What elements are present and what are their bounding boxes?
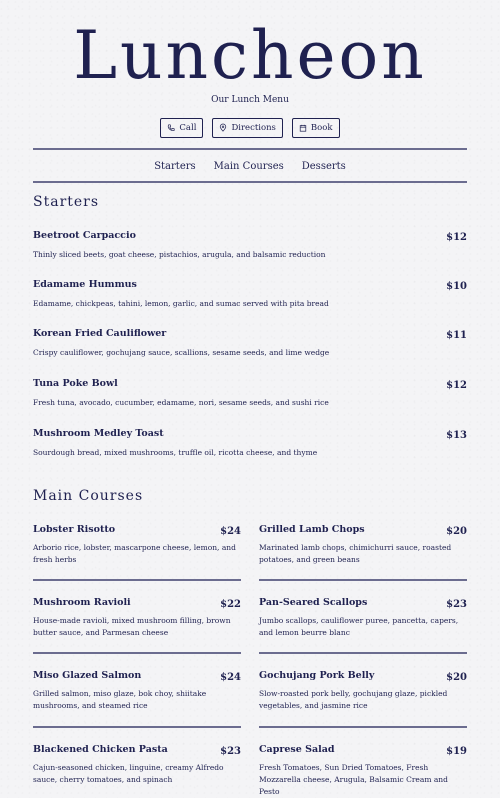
item-divider bbox=[33, 652, 241, 654]
nav-item-desserts[interactable]: Desserts bbox=[301, 160, 346, 172]
menu-item bbox=[259, 670, 467, 720]
page-title: Luncheon bbox=[73, 17, 427, 94]
menu-item bbox=[33, 744, 241, 784]
item-description: Edamame, chickpeas, tahini, lemon, garlic, and sumac served with pita bread bbox=[33, 299, 329, 308]
starters-heading: Starters bbox=[33, 194, 100, 210]
item-description: Sourdough bread, mixed mushrooms, truffle oil, ricotta cheese, and thyme bbox=[33, 448, 318, 457]
call-button[interactable] bbox=[160, 118, 203, 138]
item-price: $23 bbox=[446, 599, 467, 610]
calendar-icon bbox=[299, 124, 307, 132]
item-price: $13 bbox=[446, 430, 467, 441]
menu-item bbox=[259, 524, 467, 574]
item-name: Korean Fried Cauliflower bbox=[33, 328, 167, 339]
action-buttons bbox=[0, 118, 500, 138]
item-name: Caprese Salad bbox=[259, 744, 335, 755]
item-price: $24 bbox=[220, 526, 241, 537]
nav-item-starters[interactable]: Starters bbox=[154, 160, 196, 172]
book-button[interactable] bbox=[292, 118, 340, 138]
item-name: Grilled Lamb Chops bbox=[259, 524, 365, 535]
item-description: Grilled salmon, miso glaze, bok choy, shiitake mushrooms, and steamed rice bbox=[33, 689, 207, 710]
item-divider bbox=[259, 579, 467, 581]
item-name: Beetroot Carpaccio bbox=[33, 230, 136, 241]
menu-item bbox=[33, 597, 241, 647]
menu-item bbox=[259, 597, 467, 647]
item-description: Thinly sliced beets, goat cheese, pistachios, arugula, and balsamic reduction bbox=[33, 250, 326, 259]
map-pin-icon bbox=[219, 124, 227, 132]
book-button-label: Book bbox=[310, 123, 333, 133]
call-button-label: Call bbox=[179, 123, 197, 133]
item-name: Lobster Risotto bbox=[33, 524, 116, 535]
item-divider bbox=[33, 726, 241, 728]
section-nav bbox=[33, 151, 467, 181]
item-price: $19 bbox=[446, 746, 467, 757]
item-description: Crispy cauliflower, gochujang sauce, scallions, sesame seeds, and lime wedge bbox=[33, 348, 330, 357]
item-description: Marinated lamb chops, chimichurri sauce, roasted potatoes, and green beans bbox=[259, 543, 452, 564]
item-name: Gochujang Pork Belly bbox=[259, 670, 375, 681]
item-name: Tuna Poke Bowl bbox=[33, 378, 118, 389]
nav-bottom-divider bbox=[33, 181, 467, 183]
item-price: $23 bbox=[220, 746, 241, 757]
item-price: $20 bbox=[446, 672, 467, 683]
item-description: Jumbo scallops, cauliflower puree, pancetta, capers, and lemon beurre blanc bbox=[259, 616, 459, 637]
nav-top-divider bbox=[33, 148, 467, 150]
item-name: Edamame Hummus bbox=[33, 279, 137, 290]
directions-button-label: Directions bbox=[231, 123, 276, 133]
item-price: $20 bbox=[446, 526, 467, 537]
item-name: Mushroom Ravioli bbox=[33, 597, 131, 608]
item-price: $12 bbox=[446, 232, 467, 243]
nav-item-main-courses[interactable]: Main Courses bbox=[213, 160, 284, 172]
menu-item bbox=[259, 744, 467, 796]
phone-icon bbox=[167, 124, 175, 132]
item-description: House-made ravioli, mixed mushroom filling, brown butter sauce, and Parmesan cheese bbox=[33, 616, 231, 637]
item-description: Fresh tuna, avocado, cucumber, edamame, nori, sesame seeds, and sushi rice bbox=[33, 398, 329, 407]
directions-button[interactable] bbox=[212, 118, 282, 138]
item-price: $22 bbox=[220, 599, 241, 610]
item-price: $24 bbox=[220, 672, 241, 683]
item-divider bbox=[33, 579, 241, 581]
item-divider bbox=[259, 652, 467, 654]
item-price: $12 bbox=[446, 380, 467, 391]
item-description: Arborio rice, lobster, mascarpone cheese, lemon, and fresh herbs bbox=[33, 543, 236, 564]
item-description: Cajun-seasoned chicken, linguine, creamy Alfredo sauce, cherry tomatoes, and spinach bbox=[33, 763, 224, 784]
page-subtitle: Our Lunch Menu bbox=[211, 95, 289, 105]
item-description: Slow-roasted pork belly, gochujang glaze, pickled vegetables, and jasmine rice bbox=[259, 689, 448, 710]
item-price: $11 bbox=[446, 330, 467, 341]
item-name: Pan-Seared Scallops bbox=[259, 597, 368, 608]
item-price: $10 bbox=[446, 281, 467, 292]
menu-item bbox=[33, 524, 241, 574]
item-name: Blackened Chicken Pasta bbox=[33, 744, 168, 755]
item-description: Fresh Tomatoes, Sun Dried Tomatoes, Fresh Mozzarella cheese, Arugula, Balsamic Cream and Pesto bbox=[259, 763, 448, 796]
item-divider bbox=[259, 726, 467, 728]
main-courses-heading: Main Courses bbox=[33, 488, 144, 504]
item-name: Mushroom Medley Toast bbox=[33, 428, 164, 439]
menu-item bbox=[33, 670, 241, 720]
item-name: Miso Glazed Salmon bbox=[33, 670, 142, 681]
